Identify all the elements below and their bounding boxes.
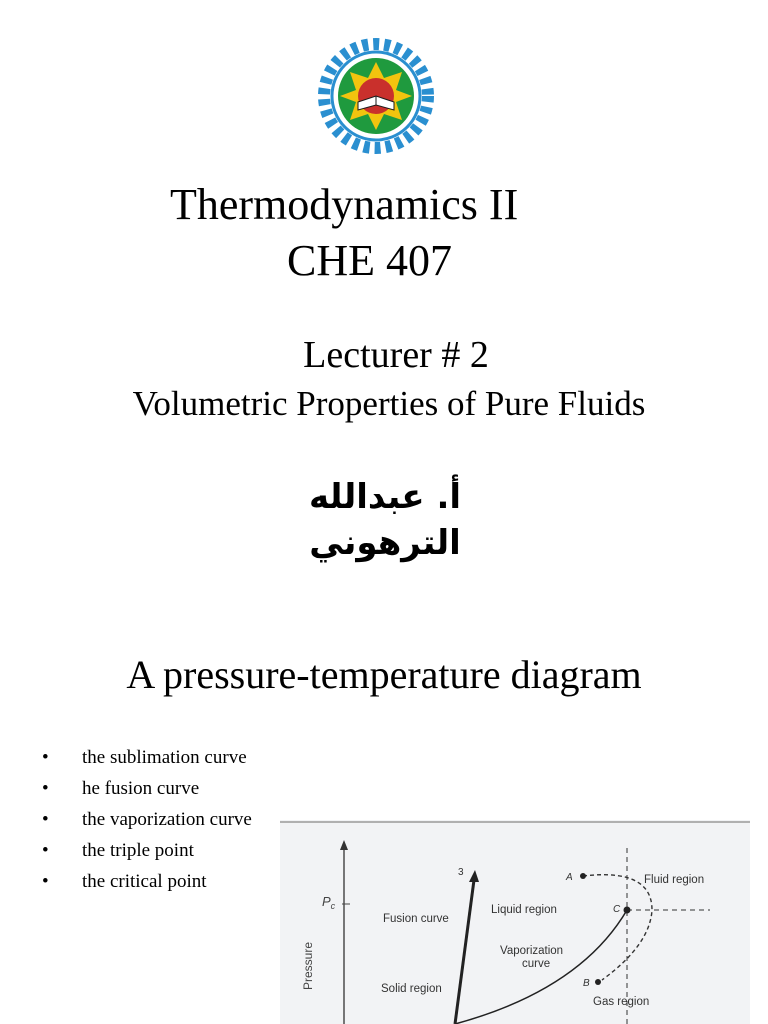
fluid-region-label: Fluid region xyxy=(644,874,705,886)
liquid-region-label: Liquid region xyxy=(491,904,557,916)
bullet-icon: • xyxy=(42,840,49,861)
label-c: C xyxy=(613,904,621,915)
university-logo xyxy=(318,38,434,154)
section-heading: A pressure-temperature diagram xyxy=(126,652,642,697)
list-item: • the sublimation curve xyxy=(42,744,252,775)
point-a xyxy=(580,873,586,879)
vaporization-curve-label-2: curve xyxy=(522,958,551,970)
lecture-number: Lecturer # 2 xyxy=(303,334,489,376)
list-item: • he fusion curve xyxy=(42,775,252,806)
fusion-curve-label: Fusion curve xyxy=(383,913,449,925)
bullet-icon: • xyxy=(42,778,49,799)
label-a: A xyxy=(566,872,573,883)
list-item: • the vaporization curve xyxy=(42,806,252,837)
bullet-icon: • xyxy=(42,809,49,830)
vaporization-curve-label: Vaporization xyxy=(500,945,564,957)
lecture-subtitle: Volumetric Properties of Pure Fluids xyxy=(132,384,646,423)
course-code: CHE 407 xyxy=(287,236,452,285)
y-axis-label: Pressure xyxy=(301,941,315,990)
label-3: 3 xyxy=(458,867,464,878)
diagram-background xyxy=(280,820,750,1024)
pc-label: $P_c$ xyxy=(322,894,336,911)
bullet-icon: • xyxy=(42,747,49,768)
pt-diagram xyxy=(280,820,750,1024)
label-b: B xyxy=(583,978,590,989)
list-item: • the critical point xyxy=(42,868,252,899)
point-c xyxy=(624,907,631,914)
course-title: Thermodynamics II xyxy=(170,180,519,229)
list-item: • the triple point xyxy=(42,837,252,868)
solid-region-label: Solid region xyxy=(381,983,442,995)
point-b xyxy=(595,979,601,985)
bullet-list xyxy=(42,744,252,899)
bullet-icon: • xyxy=(42,871,49,892)
author-name: أ. عبدالله الترهوني xyxy=(308,477,462,563)
gas-region-label: Gas region xyxy=(593,996,650,1008)
